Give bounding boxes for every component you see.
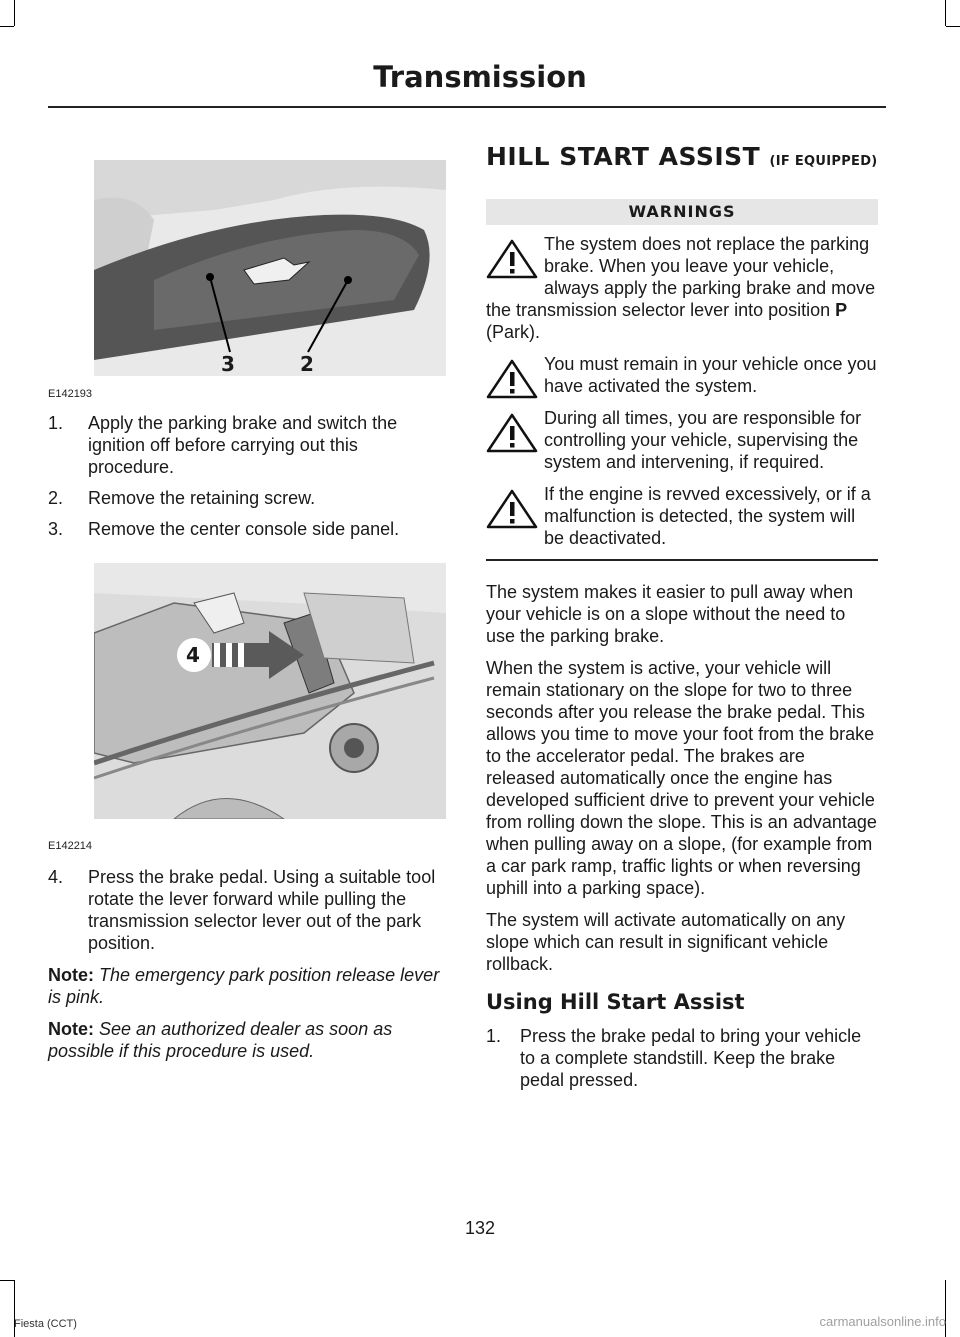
callout-3: 3: [221, 352, 235, 376]
warning-item: [486, 407, 878, 473]
section-heading-title: HILL START ASSIST: [486, 142, 761, 171]
warning-text-part: (Park).: [486, 322, 540, 342]
release-lever-illustration: [94, 563, 446, 819]
step-number: 1.: [48, 413, 64, 433]
note-text: See an authorized dealer as soon as possible if this procedure is used.: [48, 1019, 393, 1061]
watermark: carmanualsonline.info: [819, 1314, 946, 1329]
list-item: [48, 487, 448, 509]
step-number: 2.: [48, 488, 64, 508]
warning-text-bold: P: [835, 300, 848, 320]
body-paragraph: The system makes it easier to pull away when your vehicle is on a slope without the need to use the parking brake.: [486, 582, 854, 646]
page-title: Transmission: [373, 60, 587, 94]
page-number: 132: [464, 1218, 496, 1238]
warning-text-part: The system does not replace the parking brake. When you leave your vehicle, always apply the parking brake and move the transmission selector lever into position: [486, 234, 876, 320]
warning-item: [486, 233, 878, 343]
callout-2: 2: [300, 352, 314, 376]
step-text: Remove the retaining screw.: [88, 488, 316, 508]
list-item: [48, 518, 448, 540]
warning-item: [486, 353, 878, 397]
section-heading-suffix: (IF EQUIPPED): [769, 154, 878, 169]
note-label: Note:: [48, 965, 94, 985]
figure-release-lever: [94, 563, 446, 819]
section-heading: [486, 142, 878, 173]
subsection-heading: Using Hill Start Assist: [486, 990, 745, 1014]
note: [48, 1018, 448, 1062]
figure-id: E142193: [48, 388, 93, 400]
step-number: 4.: [48, 867, 64, 887]
step-text: Press the brake pedal. Using a suitable tool rotate the lever forward while pulling the transmission selector lever out of the park position.: [88, 867, 436, 953]
console-panel-illustration: [94, 160, 446, 376]
list-item: [486, 1025, 878, 1091]
list-item: [48, 866, 448, 954]
warning-item: [486, 483, 878, 549]
callout-4: 4: [186, 643, 200, 667]
note-text: The emergency park position release lever is pink.: [48, 965, 440, 1007]
body-paragraph: The system will activate automatically on any slope which can result in significant vehicle rollback.: [486, 910, 846, 974]
step-number: 3.: [48, 519, 64, 539]
warning-triangle-icon: [486, 359, 538, 399]
body-paragraph: When the system is active, your vehicle will remain stationary on the slope for two to three seconds after you release the brake pedal. This allows you time to move your foot from the brake to the accelerator pedal. The brakes are released automatically once the engine has developed sufficient drive to prevent your vehicle from rolling down the slope. This is an advantage when pulling away on a slope, (for example from a car park ramp, traffic lights or when reversing uphill into a parking space).: [486, 658, 877, 898]
warning-text: You must remain in your vehicle once you have activated the system.: [544, 354, 877, 396]
note-label: Note:: [48, 1019, 94, 1039]
warning-text: During all times, you are responsible for controlling your vehicle, supervising the system and intervening, if required.: [544, 408, 862, 472]
warning-triangle-icon: [486, 413, 538, 453]
warning-triangle-icon: [486, 239, 538, 279]
warnings-title: WARNINGS: [486, 199, 878, 225]
figure-id: E142214: [48, 840, 93, 852]
figure-console-panel: [94, 160, 446, 376]
crop-mark: [0, 1280, 14, 1281]
crop-mark: [945, 0, 946, 26]
crop-mark: [946, 26, 960, 27]
crop-mark: [0, 26, 14, 27]
left-column-lower: [48, 866, 448, 1062]
step-text: Remove the center console side panel.: [88, 519, 400, 539]
step-text: Apply the parking brake and switch the ignition off before carrying out this procedure.: [88, 413, 398, 477]
footer-model: Fiesta (CCT): [14, 1318, 77, 1330]
left-column-steps: [48, 412, 448, 549]
warning-text: [486, 233, 878, 343]
right-column: [486, 142, 878, 1091]
warning-triangle-icon: [486, 489, 538, 529]
header-rule: [48, 106, 886, 108]
warning-text: If the engine is revved excessively, or if a malfunction is detected, the system will be deactivated.: [544, 484, 871, 548]
step-number: 1.: [486, 1026, 502, 1046]
step-text: Press the brake pedal to bring your vehicle to a complete standstill. Keep the brake pedal pressed.: [520, 1026, 862, 1090]
crop-mark: [14, 0, 15, 26]
list-item: [48, 412, 448, 478]
note: [48, 964, 448, 1008]
warnings-end-rule: [486, 559, 878, 561]
